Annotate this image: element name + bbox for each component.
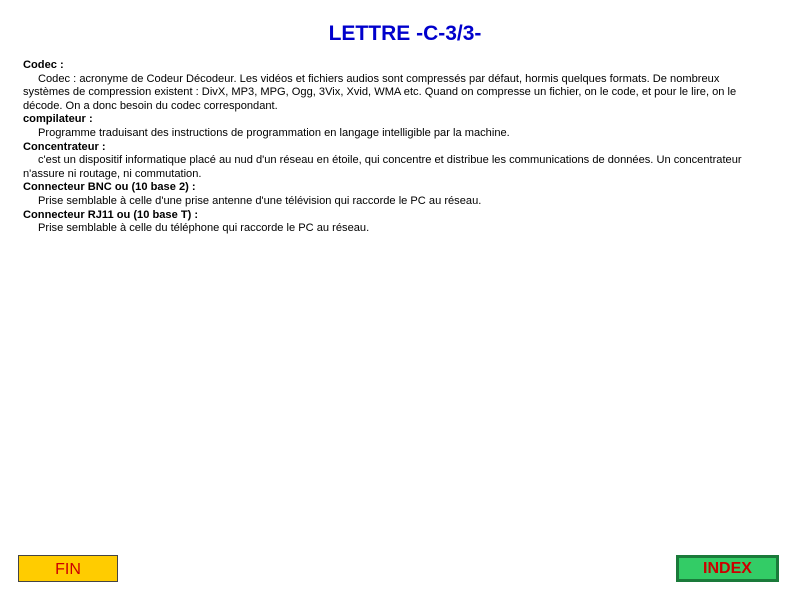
entry-term: Codec :	[23, 59, 64, 71]
glossary-entry-connecteur-bnc	[23, 181, 768, 208]
entry-definition: Prise semblable à celle d'une prise antenne d'une télévision qui raccorde le PC au réseau.	[38, 194, 482, 207]
entry-term: Connecteur RJ11 ou (10 base T) :	[23, 208, 199, 221]
index-button[interactable]: INDEX	[676, 555, 779, 582]
entry-definition: Programme traduisant des instructions de programmation en langage intelligible par la machine.	[38, 126, 510, 139]
entry-definition: Prise semblable à celle du téléphone qui raccorde le PC au réseau.	[38, 222, 370, 235]
entry-term: Connecteur BNC ou (10 base 2) :	[23, 181, 196, 194]
glossary-entry-codec	[23, 59, 768, 113]
glossary-entry-connecteur-rj11	[23, 209, 768, 236]
entry-term: Concentrateur :	[23, 140, 106, 153]
fin-button[interactable]: FIN	[18, 555, 118, 582]
glossary-entry-compilateur	[23, 113, 768, 140]
glossary-entry-concentrateur	[23, 141, 768, 182]
page-title: LETTRE -C-3/3-	[328, 22, 482, 45]
entry-definition: Codec : acronyme de Codeur Décodeur. Les vidéos et fichiers audios sont compressés par défaut, hormis quelques formats. De nombreux systèmes de compression existent : DivX, MP3, MPG, Ogg, 3Vix, Xvid, WMA etc. Quand on compresse un fichier, on le code, et pour le lire, on le décode. On a donc besoin du codec correspondant.	[23, 72, 737, 112]
entry-term: compilateur :	[23, 113, 93, 126]
entry-definition: c'est un dispositif informatique placé au nud d'un réseau en étoile, qui concentre et distribue les communications de données. Un concentrateur n'assure ni routage, ni commutation.	[23, 154, 742, 180]
glossary	[23, 59, 768, 236]
